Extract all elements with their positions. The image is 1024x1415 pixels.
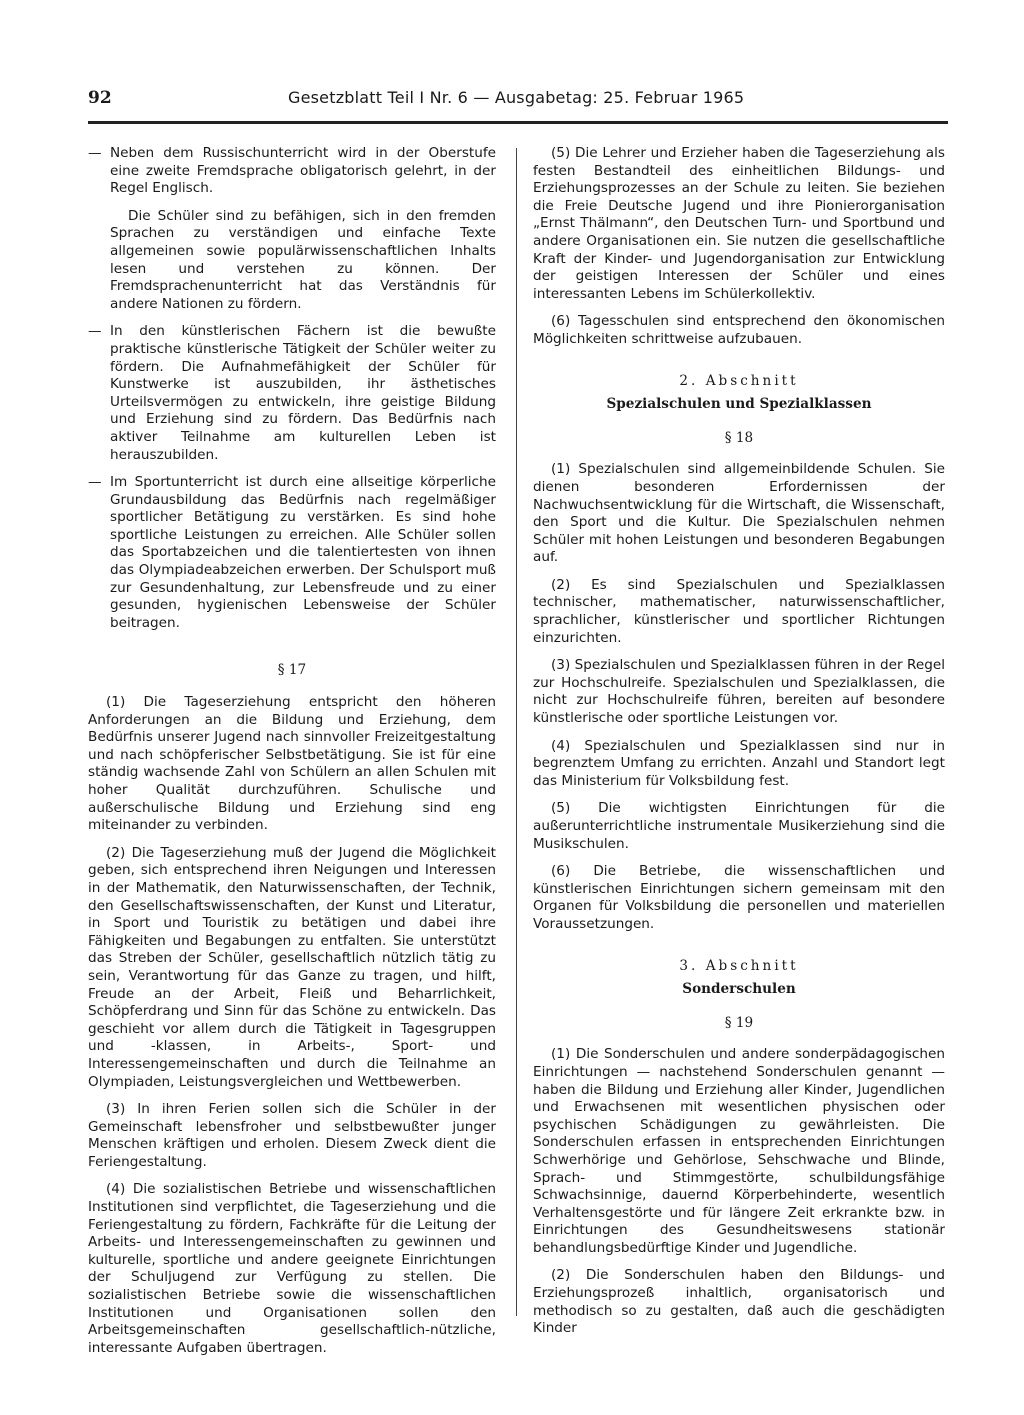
dash-bullet: — [88, 474, 102, 491]
right-column [533, 145, 945, 1348]
section-mark-17: § 17 [277, 662, 307, 679]
paragraph: (2) Es sind Spezialschulen und Spezialklassen technischer, mathematischer, naturwissenschaftlicher, sprachlicher, künstlerischer und sportlicher Richtungen einzurichten. [533, 576, 945, 646]
paragraph: (5) Die wichtigsten Einrichtungen für die außerunterrichtliche instrumentale Musikerziehung sind die Musikschulen. [533, 800, 945, 852]
page-header [88, 88, 948, 118]
section-mark-18: § 18 [724, 429, 754, 446]
abschnitt-title: Spezialschulen und Spezialklassen [606, 396, 872, 413]
dash-bullet: — [88, 145, 102, 161]
abschnitt-label: 3. Abschnitt [679, 957, 799, 974]
abschnitt-title: Sonderschulen [682, 981, 796, 998]
header-title: Gesetzblatt Teil I Nr. 6 — Ausgabetag: 25. Februar 1965 [288, 88, 745, 107]
paragraph: (4) Die sozialistischen Betriebe und wissenschaftlichen Institutionen sind verpflichtet, die Tageserziehung und die Feriengestaltung zu fördern, Fachkräfte für die Leitung der Arbeits- und Interessengemeinschaften zu gewinnen und kulturelle, sportliche und andere geeignete Einrichtungen der Schuljugend zur Verfügung zu stellen. Die sozialistischen Betriebe sowie die wissenschaftlichen Institutionen und Organisationen sollen den Arbeitsgemeinschaften gesellschaftlich-nützliche, interessante Aufgaben übertragen. [88, 1181, 496, 1356]
paragraph: (3) In ihren Ferien sollen sich die Schüler in der Gemeinschaft lebensfroher und selbstbewußter junger Menschen kräftigen und erholen. Diesem Zweck dient die Feriengestaltung. [88, 1101, 496, 1170]
abschnitt-label: 2. Abschnitt [679, 372, 799, 389]
list-item [88, 145, 496, 198]
page-number: 92 [88, 88, 112, 108]
paragraph: (2) Die Tageserziehung muß der Jugend die Möglichkeit geben, sich entsprechend ihren Neigungen und Interessen in der Mathematik, den Naturwissenschaften, der Technik, den Gesellschaftswissenschaften, der Kunst und Literatur, in Sport und Touristik zu betätigen und dabei ihre Fähigkeiten und Begabungen zu entfalten. Sie unterstützt das Streben der Schüler, gesellschaftlich nützlich tätig zu sein, Verantwortung für das Ganze zu tragen, und hilft, Freude an der Arbeit, Fleiß und Beharrlichkeit, Schöpferdrang und Sinn für das Schöne zu entwickeln. Das geschieht vor allem durch die Tätigkeit in Tagesgruppen und -klassen, in Arbeits-, Sport- und Interessengemeinschaften und durch die Teilnahme an Olympiaden, Leistungsvergleichen und Wettbewerben. [88, 844, 496, 1090]
list-item-subparagraph: Die Schüler sind zu befähigen, sich in den fremden Sprachen zu verständigen und einfache Texte allgemeinen sowie populärwissenschaftlichen Inhalts lesen und verstehen zu können. Der Fremdsprachenunterricht hat das Verständnis für andere Nationen zu fördern. [110, 207, 496, 312]
paragraph: (1) Die Tageserziehung entspricht den höheren Anforderungen an die Bildung und Erziehung, dem Bedürfnis unserer Jugend nach sinnvoller Freizeitgestaltung und nach schöpferischer Selbstbetätigung. Sie ist für eine ständig wachsende Zahl von Schülern an allen Schulen mit hoher Qualität durchzuführen. Schulische und außerschulische Bildung und Erziehung sind eng miteinander zu verbinden. [88, 694, 496, 834]
paragraph: (4) Spezialschulen und Spezialklassen sind nur in begrenztem Umfang zu errichten. Anzahl und Standort legt das Ministerium für Volksbildung fest. [533, 737, 945, 789]
list-item-text: Neben dem Russischunterricht wird in der Oberstufe eine zweite Fremdsprache obligatorisch gelehrt, in der Regel Englisch. [110, 145, 496, 197]
paragraph: (1) Spezialschulen sind allgemeinbildende Schulen. Sie dienen besonderen Erfordernissen der Nachwuchsentwicklung für die Wirtschaft, die Wissenschaft, den Sport und die Kultur. Die Spezialschulen nehmen Schüler mit hohen Leistungen und besonderen Begabungen auf. [533, 461, 945, 566]
list-item-text: In den künstlerischen Fächern ist die bewußte praktische künstlerische Tätigkeit der Schüler weiter zu fördern. Die Aufnahmefähigkeit der Schüler für Kunstwerke ist auszubilden, ihr ästhetisches Urteilsvermögen zu entwickeln, ihre geistige Bildung und Erziehung sind zu fördern. Das Bedürfnis nach aktiver Teilnahme am kulturellen Leben ist herauszubilden. [110, 323, 496, 463]
header-rule [88, 121, 948, 124]
list-item [88, 323, 496, 464]
left-column [88, 145, 496, 1367]
paragraph: (2) Die Sonderschulen haben den Bildungs- und Erziehungsprozeß inhaltlich, organisatorisch und methodisch so zu gestalten, daß auch die geschädigten Kinder [533, 1267, 945, 1337]
list-item-text: Im Sportunterricht ist durch eine allseitige körperliche Grundausbildung das Bedürfnis nach regelmäßiger sportlicher Betätigung zu verstärken. Es sind hohe sportliche Leistungen zu erreichen. Alle Schüler sollen das Sportabzeichen und die talentiertesten von ihnen das Olympiadeabzeichen erwerben. Der Schulsport muß zur Gesundenhaltung, zur Lebensfreude und zu einer gesunden, hygienischen Lebensweise der Schüler beitragen. [110, 474, 496, 631]
dash-bullet: — [88, 323, 102, 340]
section-mark-19: § 19 [724, 1014, 754, 1031]
column-divider [516, 148, 517, 1316]
paragraph: (6) Tagesschulen sind entsprechend den ökonomischen Möglichkeiten schrittweise aufzubauen. [533, 313, 945, 347]
paragraph: (3) Spezialschulen und Spezialklassen führen in der Regel zur Hochschulreife. Spezialschulen und Spezialklassen, die nicht zur Hochschulreife führen, bereiten auf besondere künstlerische oder sportliche Leistungen vor. [533, 657, 945, 727]
paragraph: (1) Die Sonderschulen und andere sonderpädagogischen Einrichtungen — nachstehend Sonderschulen genannt — haben die Bildung und Erziehung aller Kinder, Jugendlichen und Erwachsenen mit wesentlichen physischen oder psychischen Schädigungen zu gewährleisten. Die Sonderschulen erfassen in entsprechenden Einrichtungen Schwerhörige und Gehörlose, Sehschwache und Blinde, Sprach- und Stimmgestörte, schulbildungsfähige Schwachsinnige, dauernd Körperbehinderte, wesentlich Verhaltensgestörte und für längere Zeit erkrankte bzw. in Einrichtungen des Gesundheitswesens stationär behandlungsbedürftige Kinder und Jugendliche. [533, 1046, 945, 1256]
list-item [88, 474, 496, 632]
paragraph: (5) Die Lehrer und Erzieher haben die Tageserziehung als festen Bestandteil des einheitlichen Bildungs- und Erziehungsprozesses an der Schule zu leiten. Sie beziehen die Freie Deutsche Jugend und ihre Pionierorganisation „Ernst Thälmann“, den Deutschen Turn- und Sportbund und andere Organisationen ein. Sie nutzen die gesellschaftliche Kraft der Kinder- und Jugendorganisation zur Entwicklung der geistigen Interessen der Schüler und eines interessanten Lebens im Schülerkollektiv. [533, 145, 945, 302]
paragraph: (6) Die Betriebe, die wissenschaftlichen und künstlerischen Einrichtungen sichern gemeinsam mit den Organen für Volksbildung die personellen und materiellen Voraussetzungen. [533, 863, 945, 932]
